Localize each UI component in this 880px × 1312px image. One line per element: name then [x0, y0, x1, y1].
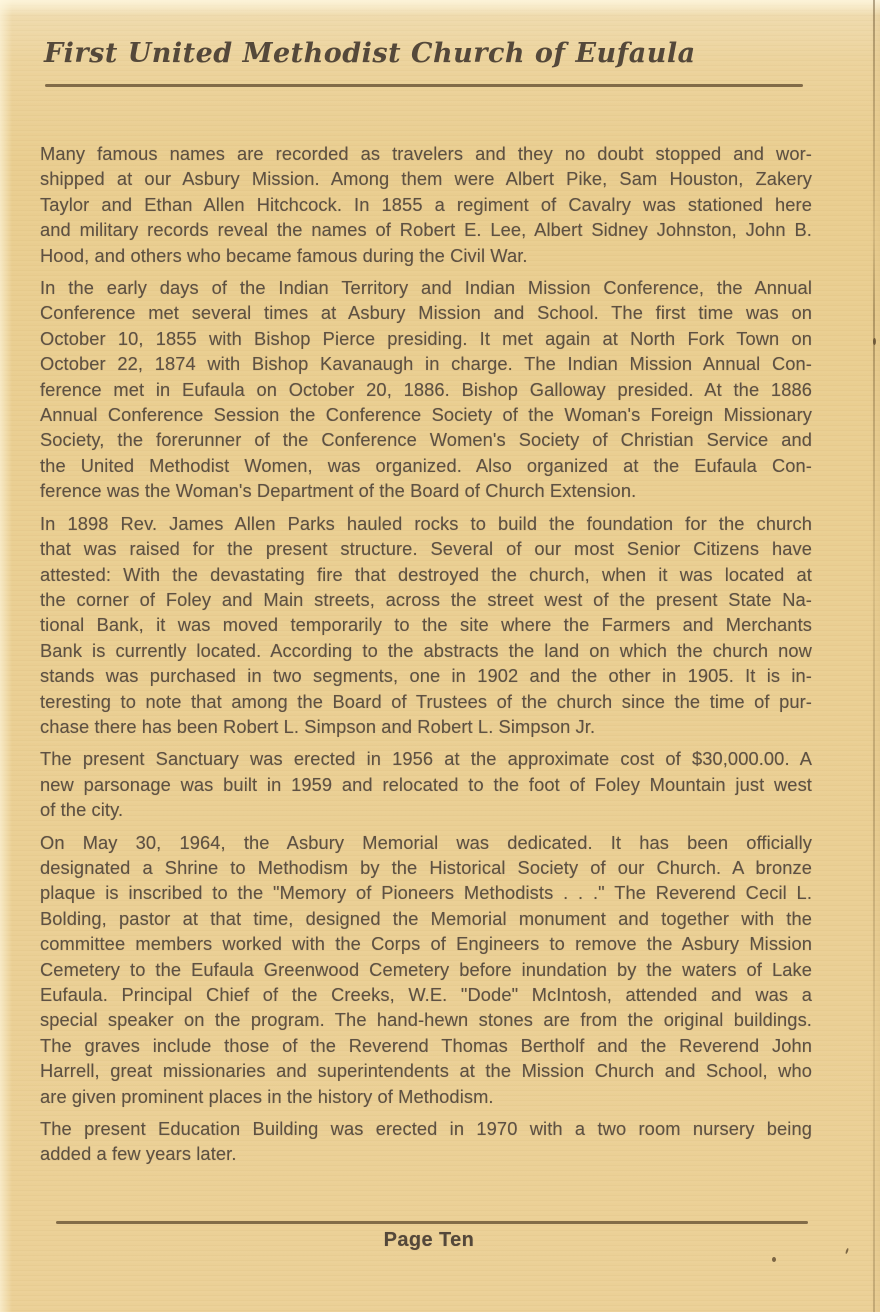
text-line: shipped at our Asbury Mission. Among them were Albert Pike, Sam Houston, Zakery	[40, 168, 812, 190]
text-line: ference met in Eufaula on October 20, 1886. Bishop Galloway presided. At the 1886	[40, 378, 812, 400]
text-line: are given prominent places in the history of Methodism.	[40, 1085, 494, 1107]
text-line: attested: With the devastating fire that destroyed the church, when it was located at	[40, 563, 812, 585]
text-line: new parsonage was built in 1959 and relocated to the foot of Foley Mountain just west	[40, 773, 812, 795]
text-line: Bank is currently located. According to the abstracts the land on which the church now	[40, 639, 812, 661]
paragraph	[40, 141, 812, 268]
text-line: Eufaula. Principal Chief of the Creeks, W.E. "Dode" McIntosh, attended and was a	[40, 984, 812, 1005]
text-line: the United Methodist Women, was organized. Also organized at the Eufaula Con-	[40, 454, 812, 476]
page-number: Page Ten	[383, 1229, 475, 1251]
footer-rule	[56, 1221, 808, 1224]
text-line: October 22, 1874 with Bishop Kavanaugh in charge. The Indian Mission Annual Con-	[40, 353, 812, 375]
text-line: Cemetery to the Eufaula Greenwood Cemetery before inundation by the waters of Lake	[40, 958, 812, 980]
text-line: and military records reveal the names of Robert E. Lee, Albert Sidney Johnston, John B.	[40, 219, 812, 241]
paragraph	[40, 511, 812, 740]
header-rule	[45, 84, 803, 87]
paragraph	[40, 1116, 812, 1167]
text-line: committee members worked with the Corps of Engineers to remove the Asbury Mission	[40, 933, 812, 955]
text-line: chase there has been Robert L. Simpson and Robert L. Simpson Jr.	[40, 715, 596, 737]
text-line: On May 30, 1964, the Asbury Memorial was dedicated. It has been officially	[40, 831, 812, 853]
text-line: Taylor and Ethan Allen Hitchcock. In 1855 a regiment of Cavalry was stationed here	[40, 193, 812, 215]
text-line: that was raised for the present structure. Several of our most Senior Citizens have	[40, 538, 812, 560]
scan-speck	[873, 338, 876, 345]
text-line: designated a Shrine to Methodism by the Historical Society of our Church. A bronze	[40, 856, 812, 878]
text-line: Hood, and others who became famous during the Civil War.	[40, 244, 528, 266]
text-line: added a few years later.	[40, 1143, 237, 1165]
scan-speck	[772, 1257, 776, 1262]
text-line: Many famous names are recorded as travelers and they no doubt stopped and wor-	[40, 143, 812, 164]
text-line: In the early days of the Indian Territory and Indian Mission Conference, the Annual	[40, 277, 812, 299]
text-line: of the city.	[40, 799, 124, 821]
text-line: special speaker on the program. The hand-hewn stones are from the original buildings.	[40, 1009, 812, 1031]
text-line: tional Bank, it was moved temporarily to the site where the Farmers and Merchants	[40, 614, 812, 636]
text-line: The present Sanctuary was erected in 1956 at the approximate cost of $30,000.00. A	[40, 748, 812, 770]
text-line: teresting to note that among the Board of Trustees of the church since the time of pur-	[40, 690, 812, 712]
text-line: plaque is inscribed to the "Memory of Pioneers Methodists . . ." The Reverend Cecil L.	[40, 882, 812, 904]
paragraph	[40, 746, 812, 822]
body-paragraphs	[40, 141, 812, 1174]
text-line: ference was the Woman's Department of the Board of Church Extension.	[40, 480, 637, 502]
text-line: Conference met several times at Asbury Mission and School. The first time was on	[40, 302, 812, 324]
text-line: Society, the forerunner of the Conference Women's Society of Christian Service and	[40, 429, 812, 451]
text-line: Harrell, great missionaries and superintendents at the Mission Church and School, who	[40, 1060, 812, 1082]
text-line: the corner of Foley and Main streets, across the street west of the present State Na-	[40, 588, 812, 610]
text-line: In 1898 Rev. James Allen Parks hauled rocks to build the foundation for the church	[40, 512, 812, 534]
text-line: October 10, 1855 with Bishop Pierce presiding. It met again at North Fork Town on	[40, 327, 812, 349]
text-line: The present Education Building was erected in 1970 with a two room nursery being	[40, 1118, 812, 1140]
text-line: The graves include those of the Reverend Thomas Bertholf and the Reverend John	[40, 1034, 812, 1056]
text-line: Bolding, pastor at that time, designed the Memorial monument and together with the	[40, 907, 812, 929]
page-title: First United Methodist Church of Eufaula	[44, 38, 696, 69]
text-line: Annual Conference Session the Conference Society of the Woman's Foreign Missionary	[40, 404, 812, 426]
paragraph	[40, 830, 812, 1109]
paragraph	[40, 275, 812, 504]
text-line: stands was purchased in two segments, one in 1902 and the other in 1905. It is in-	[40, 665, 812, 687]
scan-crease	[873, 0, 875, 1312]
